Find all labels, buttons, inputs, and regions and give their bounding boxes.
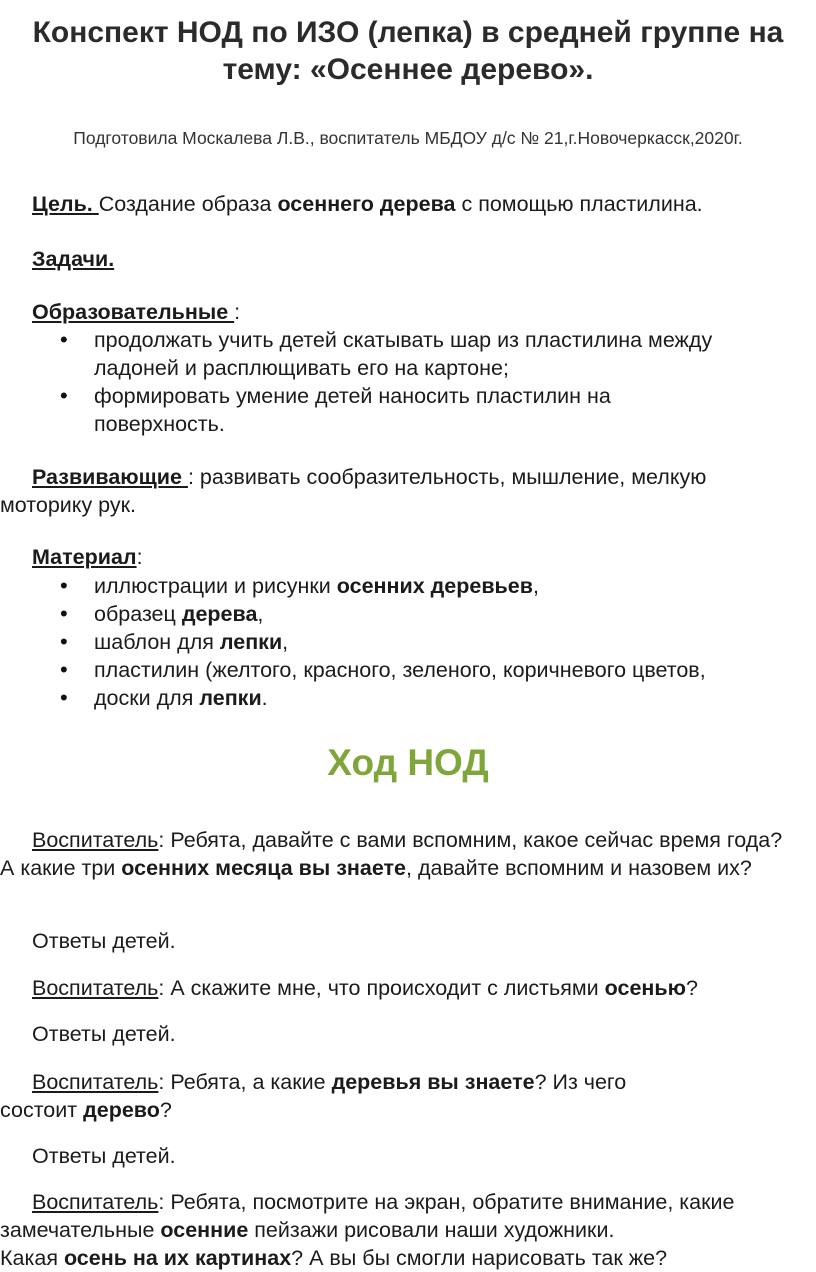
title-line-1: Конспект НОД по ИЗО (лепка) в средней группе на (32, 16, 784, 49)
tasks-heading: Задачи. (32, 247, 115, 271)
list-item: • пластилин (желтого, красного, зеленого, коричневого цветов, (0, 656, 800, 684)
list-item: • продолжать учить детей скатывать шар из пластилина между ладоней и расплющивать его на картоне; (0, 326, 720, 382)
title-line-2: тему: «Осеннее дерево». (222, 53, 594, 86)
list-item: • формировать умение детей наносить пластилин на поверхность. (0, 382, 720, 438)
material-heading: Материал: (32, 545, 143, 569)
list-item: • иллюстрации и рисунки осенних деревьев, (0, 572, 800, 600)
document-title (0, 14, 816, 88)
dialogue-paragraph-1: Воспитатель: Ребята, давайте с вами вспомним, какое сейчас время года? А какие три осенних месяца вы знаете, давайте вспомним и назовем их? (0, 828, 783, 880)
author-line: Подготовила Москалева Л.В., воспитатель МБДОУ д/с № 21,г.Новочеркасск,2020г. (73, 128, 743, 148)
goal-label: Цель. (32, 192, 99, 216)
educational-list (0, 326, 720, 438)
material-list (0, 572, 800, 712)
dialogue-paragraph-3: Воспитатель: Ребята, а какие деревья вы знаете? Из чего состоит дерево? (0, 1070, 627, 1122)
list-item: • шаблон для лепки, (0, 628, 800, 656)
list-item: • доски для лепки. (0, 684, 800, 712)
answer-paragraph-2: Ответы детей. (32, 1022, 176, 1046)
answer-paragraph-3: Ответы детей. (32, 1144, 176, 1168)
educational-heading: Образовательные : (32, 300, 241, 324)
dialogue-paragraph-2: Воспитатель: А скажите мне, что происходит с листьями осенью? (32, 976, 698, 1000)
goal-paragraph: Цель. Создание образа осеннего дерева с помощью пластилина. (32, 192, 703, 216)
dialogue-paragraph-4: Воспитатель: Ребята, посмотрите на экран, обратите внимание, какие замечательные осенние пейзажи рисовали наши художники. Какая осень на их картинах? А вы бы смогли нарисовать так же? (0, 1190, 735, 1270)
answer-paragraph-1: Ответы детей. (32, 929, 176, 953)
section-heading: Ход НОД (327, 742, 489, 783)
developing-paragraph: Развивающие : развивать сообразительность, мышление, мелкую моторику рук. (0, 465, 707, 517)
list-item: • образец дерева, (0, 600, 800, 628)
